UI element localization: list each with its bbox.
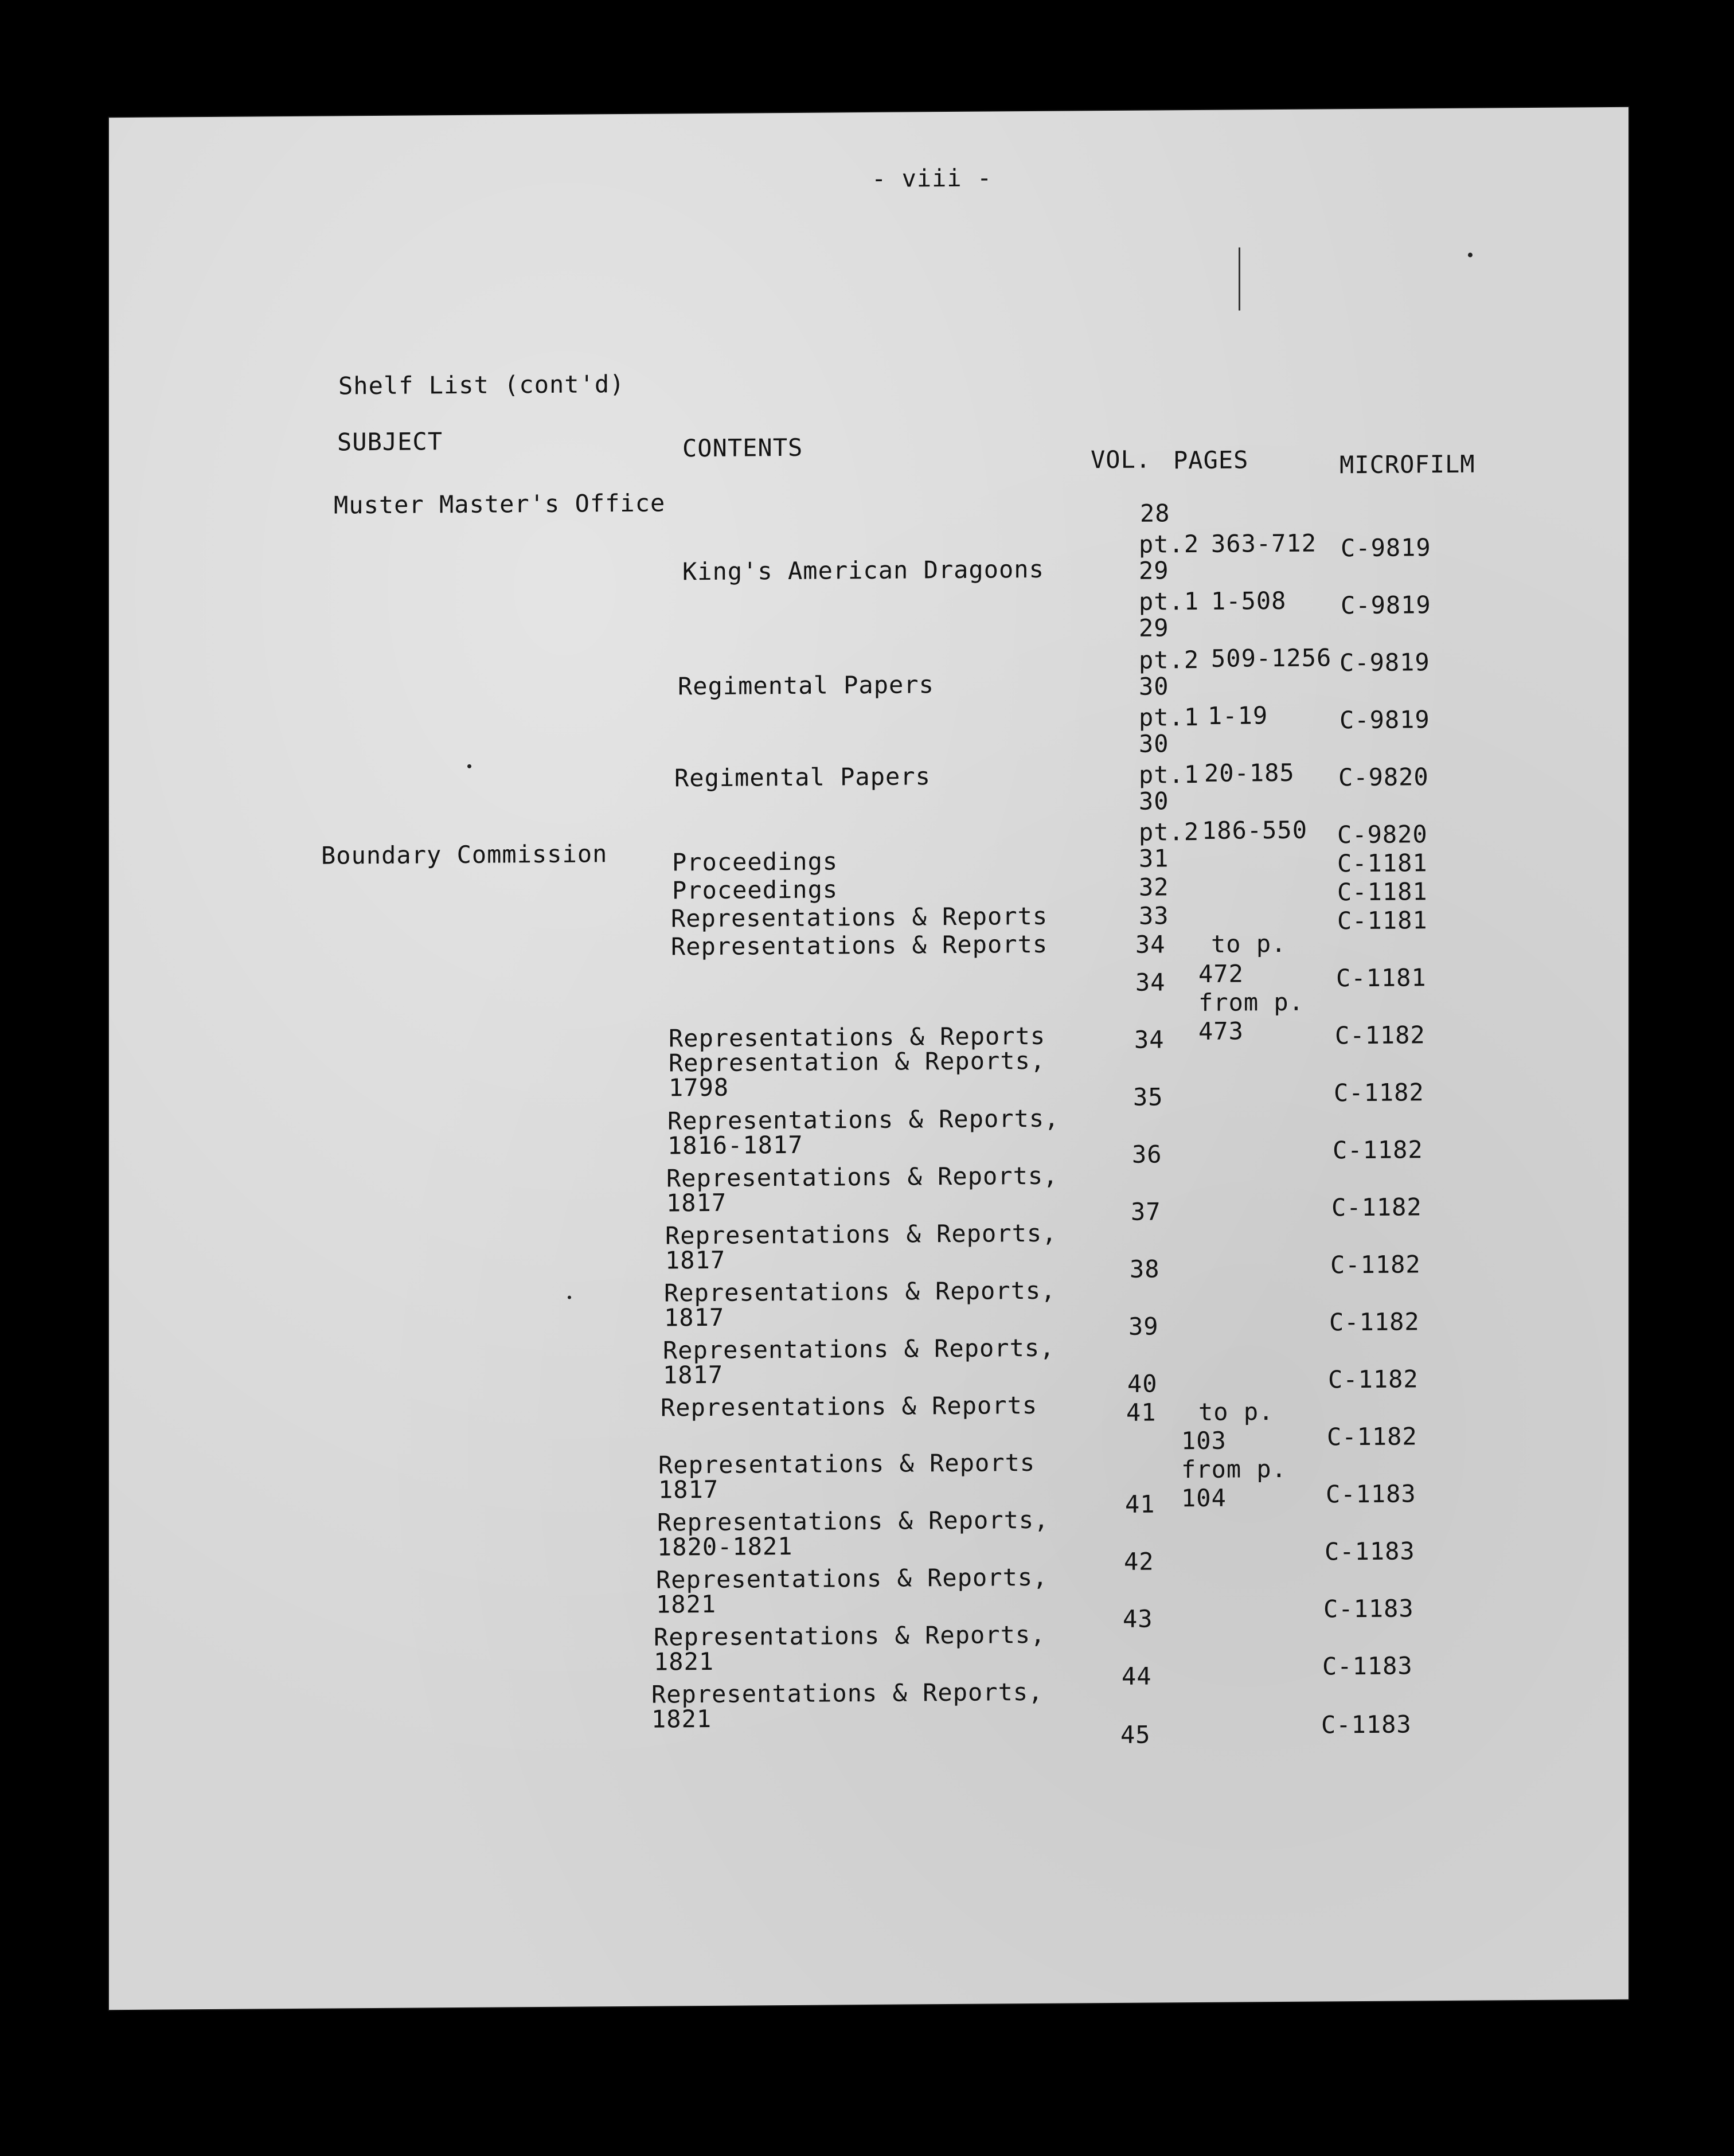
pages-entry: 509-1256 [1211,643,1332,673]
contents-entry: 1821 [651,1704,712,1733]
pages-entry: 1-508 [1211,586,1287,615]
dust-speck [467,764,471,768]
contents-entry: Proceedings [672,875,838,905]
vol-entry: 31 [1139,844,1169,873]
contents-entry: 1820-1821 [657,1532,793,1561]
pages-entry: 1-19 [1208,701,1268,730]
pages-entry: 104 [1181,1483,1227,1513]
contents-entry: 1821 [654,1647,714,1676]
microfilm-entry: C-1183 [1326,1479,1416,1509]
microfilm-entry: C-1183 [1322,1651,1413,1681]
vol-entry: 41 [1125,1490,1155,1518]
vol-entry: 39 [1128,1312,1159,1341]
microfilm-entry: C-9819 [1339,648,1430,677]
pencil-mark [1239,247,1240,310]
subject-muster-masters-office: Muster Master's Office [334,489,666,520]
microfilm-entry: C-1181 [1336,963,1427,993]
microfilm-entry: C-1183 [1321,1710,1412,1739]
pages-entry: to p. [1211,929,1287,958]
vol-entry: 38 [1130,1255,1160,1283]
vol-entry: pt.1 [1139,587,1200,616]
vol-entry: pt.1 [1139,760,1200,789]
microfilm-entry: C-9819 [1339,705,1430,735]
column-header-contents: CONTENTS [682,433,803,463]
contents-entry: Representations & Reports, [657,1505,1049,1537]
microfilm-entry: C-9820 [1337,820,1428,849]
contents-entry: King's American Dragoons [682,554,1044,586]
vol-entry: 34 [1135,930,1166,959]
contents-entry: Regimental Papers [678,670,934,701]
microfilm-entry: C-1182 [1333,1135,1423,1165]
pages-entry: 473 [1198,1017,1244,1045]
microfilm-entry: C-1182 [1335,1021,1426,1050]
microfilm-entry: C-1181 [1337,877,1428,907]
microfilm-entry: C-1183 [1323,1594,1414,1623]
contents-entry: 1817 [663,1360,724,1389]
contents-entry: Representations & Reports [671,929,1048,961]
page-number: - viii - [872,163,993,193]
vol-entry: 33 [1139,901,1169,930]
contents-entry: Representations & Reports [671,901,1048,933]
vol-entry: 34 [1135,968,1166,997]
contents-entry: Regimental Papers [674,762,931,792]
vol-entry: 44 [1122,1662,1152,1690]
contents-entry: Representations & Reports [661,1391,1038,1422]
contents-entry: 1817 [665,1245,726,1275]
vol-entry: 32 [1139,873,1169,901]
vol-entry: 43 [1123,1604,1153,1633]
contents-entry: Proceedings [672,847,838,877]
contents-entry: 1817 [664,1303,725,1332]
contents-entry: 1816-1817 [667,1130,803,1160]
microfilm-entry: C-1182 [1334,1078,1424,1107]
contents-entry: 1817 [666,1188,727,1217]
vol-entry: 41 [1126,1398,1157,1427]
vol-entry: 40 [1127,1369,1158,1398]
vol-entry: 37 [1131,1197,1161,1226]
microfilm-entry: C-9819 [1341,591,1431,620]
vol-entry: 42 [1124,1547,1154,1576]
vol-entry: pt.2 [1139,529,1200,558]
microfilm-entry: C-1181 [1337,906,1428,935]
vol-entry: 29 [1139,614,1169,642]
vol-entry: 28 [1140,499,1170,528]
contents-entry: 1821 [656,1589,717,1619]
vol-entry: pt.1 [1139,702,1200,732]
contents-entry: Representations & Reports, [663,1333,1055,1365]
vol-entry: 45 [1120,1720,1151,1749]
column-header-pages: PAGES [1173,446,1249,475]
contents-entry: Representations & Reports, [656,1563,1048,1594]
column-header-vol: VOL. [1091,445,1151,474]
contents-entry: 1817 [658,1475,719,1504]
vol-entry: 36 [1132,1140,1162,1169]
contents-entry: Representations & Reports, [664,1276,1056,1307]
microfilm-entry: C-1182 [1327,1422,1417,1451]
pages-entry: 363-712 [1211,529,1317,558]
contents-entry: 1798 [669,1073,729,1102]
microfilm-entry: C-1182 [1331,1193,1422,1222]
microfilm-entry: C-1183 [1325,1537,1415,1566]
contents-entry: Representations & Reports, [666,1161,1059,1193]
vol-entry: 30 [1139,729,1169,758]
contents-entry: Representations & Reports, [667,1104,1060,1135]
contents-entry: Representation & Reports, [669,1046,1046,1077]
microfilm-entry: C-1182 [1330,1250,1421,1279]
pages-entry: 472 [1198,959,1244,988]
microfilm-entry: C-9820 [1338,763,1429,792]
subject-boundary-commission: Boundary Commission [321,839,608,870]
contents-entry: Representations & Reports, [654,1620,1046,1651]
vol-entry: 30 [1139,672,1169,701]
microfilm-entry: C-1182 [1329,1307,1420,1337]
pages-entry: 186-550 [1202,815,1308,845]
column-header-subject: SUBJECT [337,427,443,456]
scanned-page [109,107,1628,2010]
contents-entry: Representations & Reports, [665,1218,1057,1250]
vol-entry: pt.2 [1139,645,1200,674]
contents-entry: Representations & Reports [658,1448,1036,1479]
microfilm-entry: C-1181 [1337,849,1428,878]
dust-speck [568,1296,571,1299]
microfilm-entry: C-9819 [1341,533,1431,563]
microfilm-entry: C-1182 [1328,1365,1419,1394]
pages-entry: from p. [1198,987,1305,1017]
pages-entry: from p. [1181,1454,1287,1484]
vol-entry: 34 [1134,1025,1165,1054]
vol-entry: 35 [1133,1083,1163,1111]
dust-speck [1468,253,1473,257]
contents-entry: Representations & Reports, [651,1677,1044,1709]
pages-entry: 20-185 [1204,758,1295,787]
vol-entry: pt.2 [1139,817,1200,846]
pages-entry: 103 [1181,1426,1227,1455]
vol-entry: 29 [1139,556,1169,585]
pages-entry: to p. [1198,1397,1274,1426]
vol-entry: 30 [1139,787,1169,815]
column-header-microfilm: MICROFILM [1339,450,1475,479]
contents-entry: Representations & Reports [669,1021,1046,1053]
page-heading: Shelf List (cont'd) [338,369,625,400]
